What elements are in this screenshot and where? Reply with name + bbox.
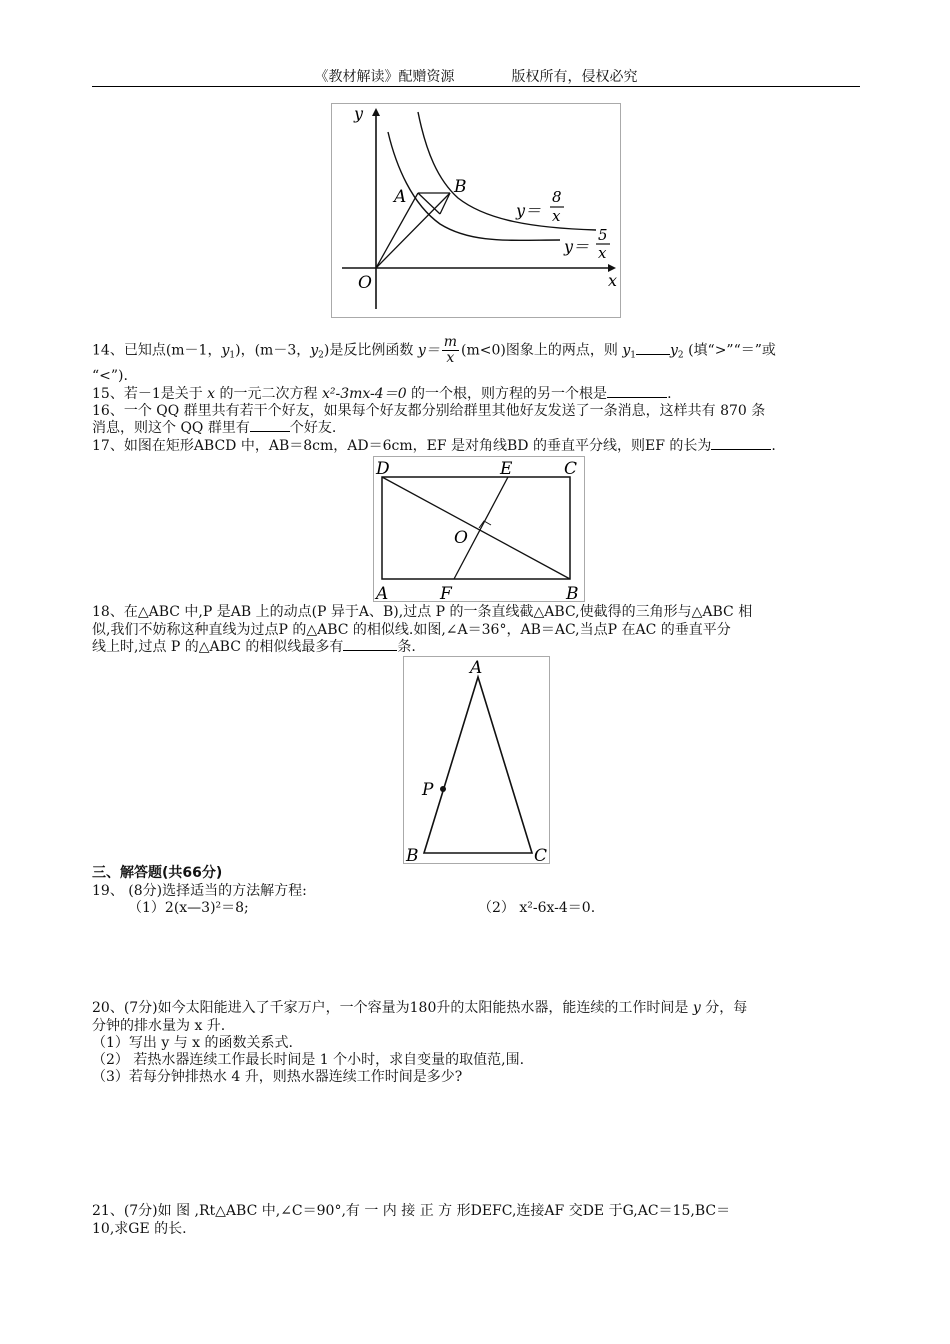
q14-mid: )，(m－3， [235, 342, 311, 359]
question-14 [92, 335, 860, 366]
q20-part3: （3）若每分钟排热水 4 升，则热水器连续工作时间是多少? [92, 1069, 463, 1085]
q17-text: 17、如图在矩形ABCD 中，AB＝8cm，AD＝6cm，EF 是对角线BD 的垂直平分线，则EF 的长为 [92, 438, 712, 454]
q15-end: . [667, 386, 672, 402]
question-15 [92, 386, 860, 403]
q14-y2: y [310, 342, 319, 359]
page-header [92, 66, 860, 86]
axis-x-label: x [608, 271, 618, 290]
q20-part1: （1）写出 y 与 x 的函数关系式. [92, 1035, 293, 1051]
q14-frac-den: x [446, 350, 455, 366]
q14-y1b: y [622, 342, 631, 359]
section-3-heading: 三、解答题(共66分) [92, 865, 223, 881]
vertex-c: C [564, 459, 578, 479]
q17-blank[interactable] [711, 449, 771, 450]
q18-line3 [92, 639, 860, 656]
q20-part2: （2） 若热水器连续工作最长时间是 1 个小时，求自变量的取值范,围. [92, 1052, 525, 1068]
q17-end: . [771, 438, 776, 454]
hyperbola-figure [331, 103, 621, 318]
q16-line2 [92, 420, 860, 437]
q19-part2: （2） x²-6x-4＝0. [478, 900, 596, 916]
vertex-d: D [376, 459, 390, 479]
q15-blank[interactable] [607, 397, 667, 398]
eq2-den: x [598, 244, 607, 262]
header-rule [92, 86, 860, 87]
tri-point-p: P [422, 780, 434, 800]
header-right: 版权所有，侵权必究 [511, 69, 638, 85]
q14-fraction [442, 335, 459, 366]
q16-line2b: 个好友. [289, 420, 337, 436]
q14-sub1: 1 [229, 350, 236, 361]
q15-pre: 15、若－1是关于 [92, 386, 208, 402]
q15-x: x [207, 386, 216, 402]
vertex-b: B [566, 584, 579, 601]
q21-line2: 10,求GE 的长. [92, 1221, 187, 1237]
q14-func: y＝ [417, 342, 440, 359]
eq2-num: 5 [598, 226, 608, 244]
header-left: 《教材解读》配赠资源 [314, 69, 455, 85]
q20-y: y [692, 1000, 701, 1016]
tri-vertex-c: C [534, 846, 548, 863]
triangle-figure [403, 656, 550, 864]
q20-line1a: 20、(7分)如今太阳能进入了千家万户，一个容量为180升的太阳能热水器，能连续的工作时间是 [92, 1000, 693, 1016]
vertex-f: F [440, 584, 452, 601]
q18-blank[interactable] [343, 650, 397, 651]
q20-line1 [92, 1000, 860, 1017]
vertex-o: O [454, 528, 468, 548]
q14-mid2: )是反比例函数 [323, 342, 418, 359]
tri-vertex-a: A [470, 658, 483, 678]
q20-line1b: 分，每 [700, 1000, 748, 1016]
hyperbola-svg [332, 104, 620, 317]
q14-sub2b: 2 [677, 350, 684, 361]
q16-line2a: 消息，则这个 QQ 群里有 [92, 420, 250, 436]
rectangle-svg [374, 457, 584, 601]
triangle-svg [404, 657, 549, 863]
q14-line2: “<”). [92, 368, 128, 384]
q14-y2b: y [669, 342, 678, 359]
point-b-label: B [454, 177, 467, 197]
eq1-den: x [552, 207, 561, 225]
eq1-num: 8 [552, 188, 562, 206]
q21-line1: 21、(7分)如 图 ,Rt△ABC 中,∠C＝90°,有 一 内 接 正 方 形DEFC,连接AF 交DE 于G,AC＝15,BC＝ [92, 1203, 731, 1219]
question-17 [92, 438, 860, 455]
q14-sub1b: 1 [630, 350, 636, 361]
q18-line3b: 条. [397, 639, 416, 655]
q16-line1: 16、一个 QQ 群里共有若干个好友，如果每个好友都分别给群里其他好友发送了一条消息，这样共有 870 条 [92, 403, 766, 419]
eq1-lhs: y＝ [516, 201, 542, 220]
tri-vertex-b: B [406, 846, 419, 863]
q14-sub2: 2 [318, 350, 324, 361]
rectangle-figure [373, 456, 585, 602]
vertex-a: A [376, 584, 389, 601]
point-a-label: A [394, 187, 407, 207]
axis-y-label: y [354, 104, 364, 123]
q19-part1: （1）2(x—3)²＝8; [128, 900, 249, 916]
origin-label: O [358, 273, 372, 293]
q15-eq: x²-3mx-4＝0 [321, 386, 407, 402]
q14-y1: y [221, 342, 230, 359]
q18-line1: 18、在△ABC 中,P 是AB 上的动点(P 异于A、B),过点 P 的一条直线截△ABC,使截得的三角形与△ABC 相 [92, 604, 753, 620]
eq2-lhs: y＝ [564, 237, 590, 256]
q14-pre: 14、已知点(m－1， [92, 342, 222, 359]
q18-line3a: 线上时,过点 P 的△ABC 的相似线最多有 [92, 639, 344, 655]
q14-tail: (填“>”“＝”或 [683, 342, 776, 359]
q14-blank[interactable] [636, 354, 670, 355]
q20-line2: 分钟的排水量为 x 升. [92, 1018, 226, 1034]
q19-title: 19、 (8分)选择适当的方法解方程: [92, 883, 307, 899]
q14-cond: (m<0)图象上的两点，则 [461, 342, 623, 359]
vertex-e: E [500, 459, 513, 479]
q15-tail: 的一个根，则方程的另一个根是 [406, 386, 608, 402]
q14-frac-num: m [443, 334, 458, 350]
q16-blank[interactable] [250, 431, 290, 432]
q15-mid: 的一元二次方程 [215, 386, 322, 402]
q18-line2: 似,我们不妨称这种直线为过点P 的△ABC 的相似线.如图,∠A＝36°，AB＝AC,当点P 在AC 的垂直平分 [92, 622, 731, 638]
